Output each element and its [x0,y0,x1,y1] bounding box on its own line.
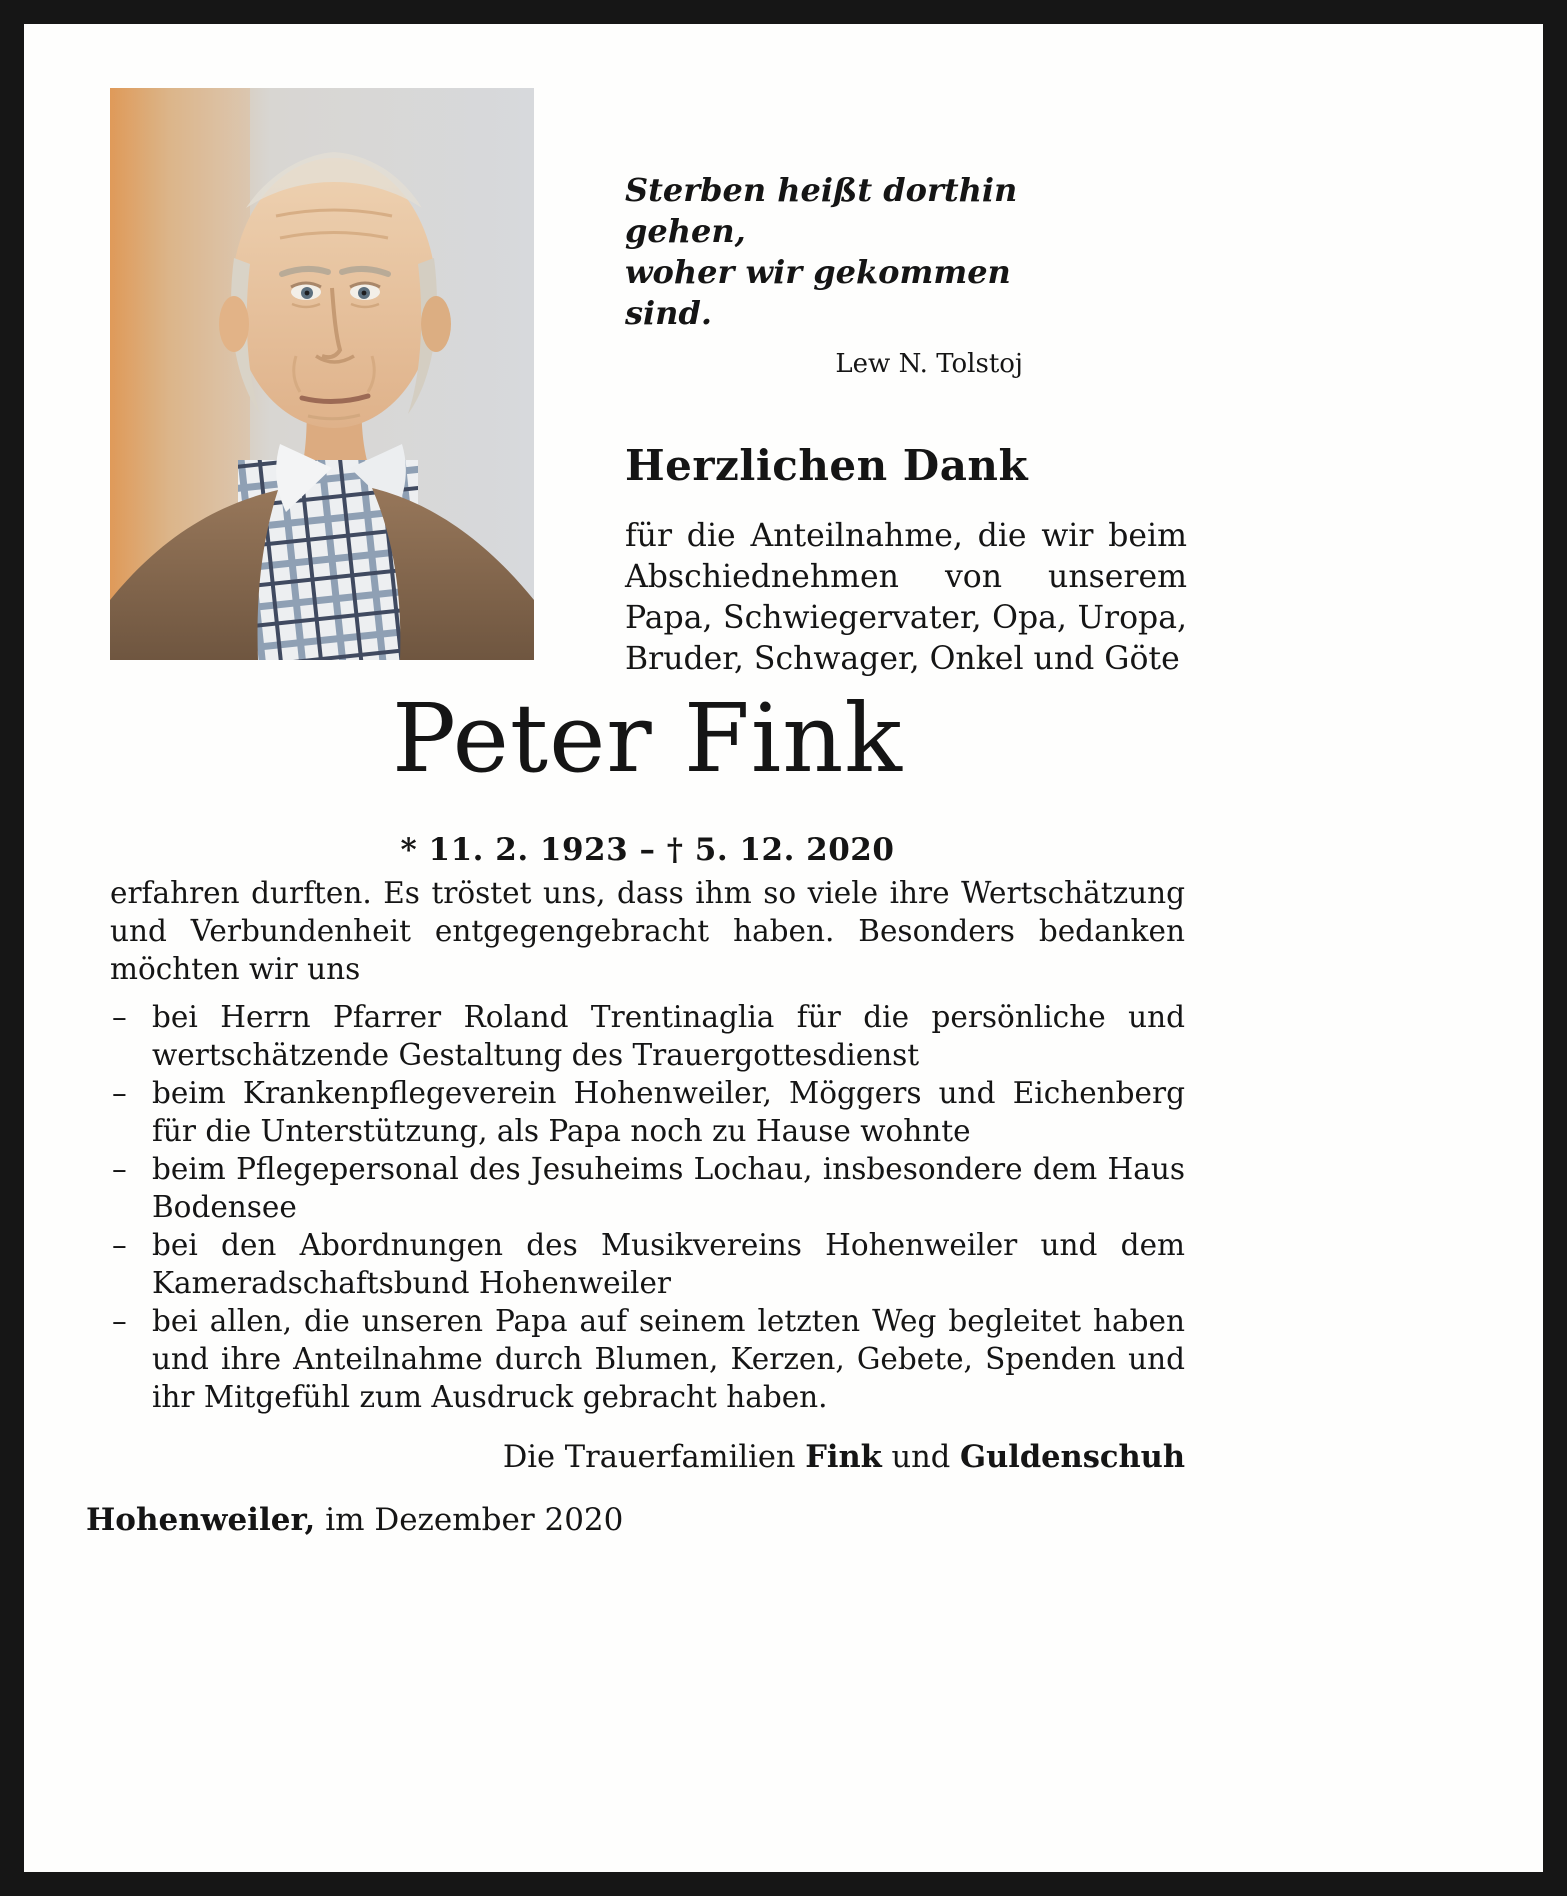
list-dash: – [112,1152,127,1186]
acknowledgement-text: beim Pflegepersonal des Jesuheims Lochau, insbesondere dem Haus Bodensee [152,1152,1185,1224]
intro-paragraph: für die Anteilnahme, die wir beim Abschiednehmen von unserem Papa, Schwiegervater, Opa, Uropa, Bruder, Schwager, Onkel und Göte [625,518,1187,677]
signature-family-guldenschuh: Guldenschuh [960,1439,1185,1475]
acknowledgement-item [110,1302,1185,1416]
list-dash: – [112,1304,127,1338]
quote-line-2: woher wir gekommen sind. [625,253,1011,332]
footer-date: im Dezember 2020 [325,1502,624,1538]
acknowledgement-item [110,1074,1185,1150]
list-dash: – [112,1000,127,1034]
acknowledgement-item [110,1226,1185,1302]
acknowledgement-item [110,998,1185,1074]
signature-line [110,1438,1185,1477]
portrait-photo-image [110,88,534,660]
deceased-name: Peter Fink [392,684,903,794]
acknowledgement-text: bei Herrn Pfarrer Roland Trentinaglia für die persönliche und wertschätzende Gestaltung des Trauergottesdienst [152,1000,1185,1072]
life-dates: * 11. 2. 1923 – † 5. 12. 2020 [400,832,895,868]
signature-prefix: Die Trauerfamilien [502,1440,796,1475]
body-paragraph: erfahren durften. Es tröstet uns, dass ihm so viele ihre Wertschätzung und Verbundenheit entgegengebracht haben. Besonders bedanken möchten wir uns [110,876,1185,986]
footer-line [86,1501,1185,1539]
thanks-heading: Herzlichen Dank [625,441,1029,490]
portrait-photo [110,88,534,660]
memorial-card [24,24,1543,1872]
list-dash: – [112,1076,127,1110]
quote-attribution: Lew N. Tolstoj [835,349,1023,379]
footer-place: Hohenweiler, [86,1502,316,1538]
list-dash: – [112,1228,127,1262]
lower-text-block [86,874,1185,1539]
acknowledgement-item [110,1150,1185,1226]
acknowledgement-text: beim Krankenpflegeverein Hohenweiler, Möggers und Eichenberg für die Unterstützung, als Papa noch zu Hause wohnte [152,1076,1185,1148]
acknowledgement-text: bei allen, die unseren Papa auf seinem letzten Weg begleitet haben und ihre Anteilnahme durch Blumen, Kerzen, Gebete, Spenden und ihr Mitgefühl zum Ausdruck gebracht haben. [152,1304,1185,1414]
quote-line-1: Sterben heißt dorthin gehen, [625,171,1018,250]
signature-family-fink: Fink [805,1439,882,1475]
acknowledgement-list [110,998,1185,1416]
acknowledgement-text: bei den Abordnungen des Musikvereins Hohenweiler und dem Kameradschaftsbund Hohenweiler [152,1228,1185,1300]
signature-conjunction: und [891,1440,951,1475]
quote [625,170,1027,385]
